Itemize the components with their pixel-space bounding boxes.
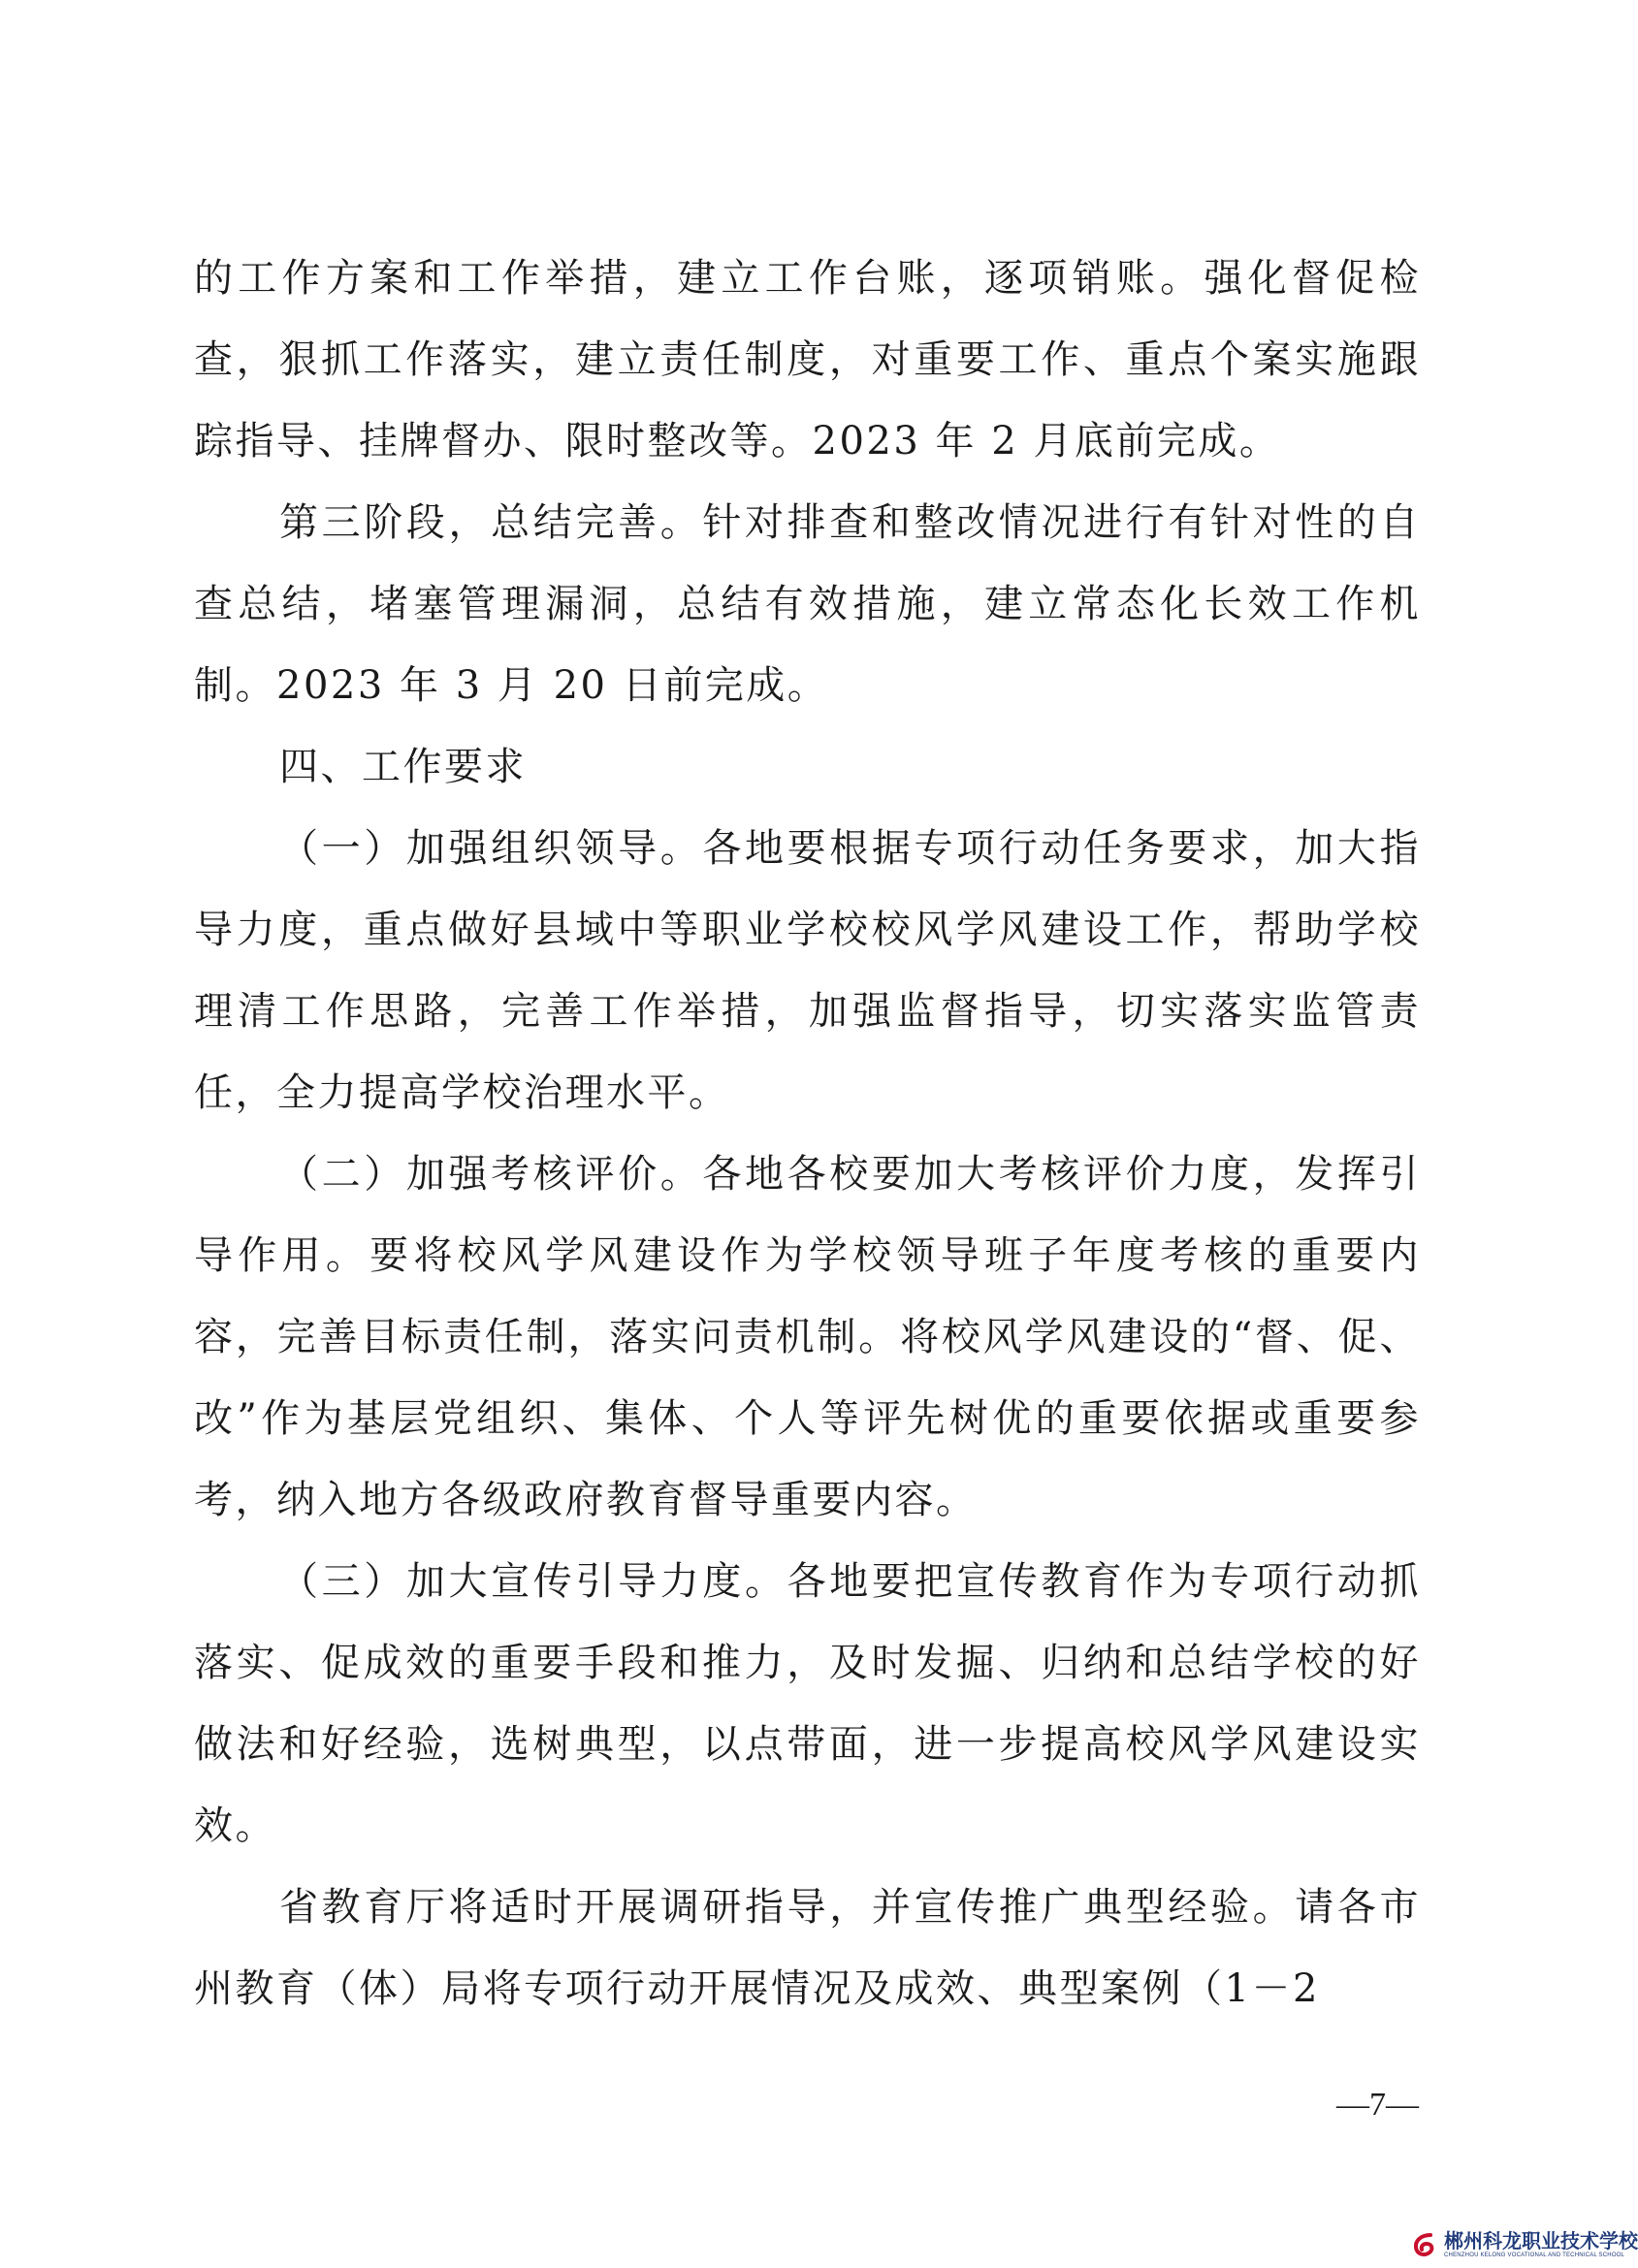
section-heading-work-requirements: 四、工作要求 bbox=[279, 745, 527, 789]
paragraph-closing: 省教育厅将适时开展调研指导，并宣传推广典型经验。请各市州教育（体）局将专项行动开展情况及成效、典型案例（1－2 bbox=[194, 1885, 1421, 2011]
paragraph-stage-three: 第三阶段，总结完善。针对排查和整改情况进行有针对性的自查总结，堵塞管理漏洞，总结有效措施，建立常态化长效工作机制。2023 年 3 月 20 日前完成。 bbox=[194, 500, 1421, 708]
page-number: —7— bbox=[1336, 2087, 1419, 2123]
paragraph-requirement-2: （二）加强考核评价。各地各校要加大考核评价力度，发挥引导作用。要将校风学风建设作为学校领导班子年度考核的重要内容，完善目标责任制，落实问责机制。将校风学风建设的“督、促、改”作为基层党组织、集体、个人等评先树优的重要依据或重要参考，纳入地方各级政府教育督导重要内容。 bbox=[194, 1152, 1421, 1522]
school-name: 郴州科龙职业技术学校 bbox=[1444, 2229, 1638, 2252]
school-logo-icon bbox=[1411, 2231, 1438, 2258]
paragraph-requirement-3: （三）加大宣传引导力度。各地要把宣传教育作为专项行动抓落实、促成效的重要手段和推力，及时发掘、归纳和总结学校的好做法和好经验，选树典型，以点带面，进一步提高校风学风建设实效。 bbox=[194, 1559, 1421, 1848]
school-name-english: CHENZHOU KELONG VOCATIONAL AND TECHNICAL SCHOOL bbox=[1444, 2252, 1625, 2258]
document-body bbox=[194, 238, 1421, 2029]
paragraph-requirement-1: （一）加强组织领导。各地要根据专项行动任务要求，加大指导力度，重点做好县域中等职业学校校风学风建设工作，帮助学校理清工作思路，完善工作举措，加强监督指导，切实落实监管责任，全力提高学校治理水平。 bbox=[194, 826, 1421, 1115]
paragraph-continuation: 的工作方案和工作举措，建立工作台账，逐项销账。强化督促检查，狠抓工作落实，建立责任制度，对重要工作、重点个案实施跟踪指导、挂牌督办、限时整改等。2023 年 2 月底前完成。 bbox=[194, 256, 1421, 463]
school-watermark-logo bbox=[1411, 2228, 1638, 2261]
